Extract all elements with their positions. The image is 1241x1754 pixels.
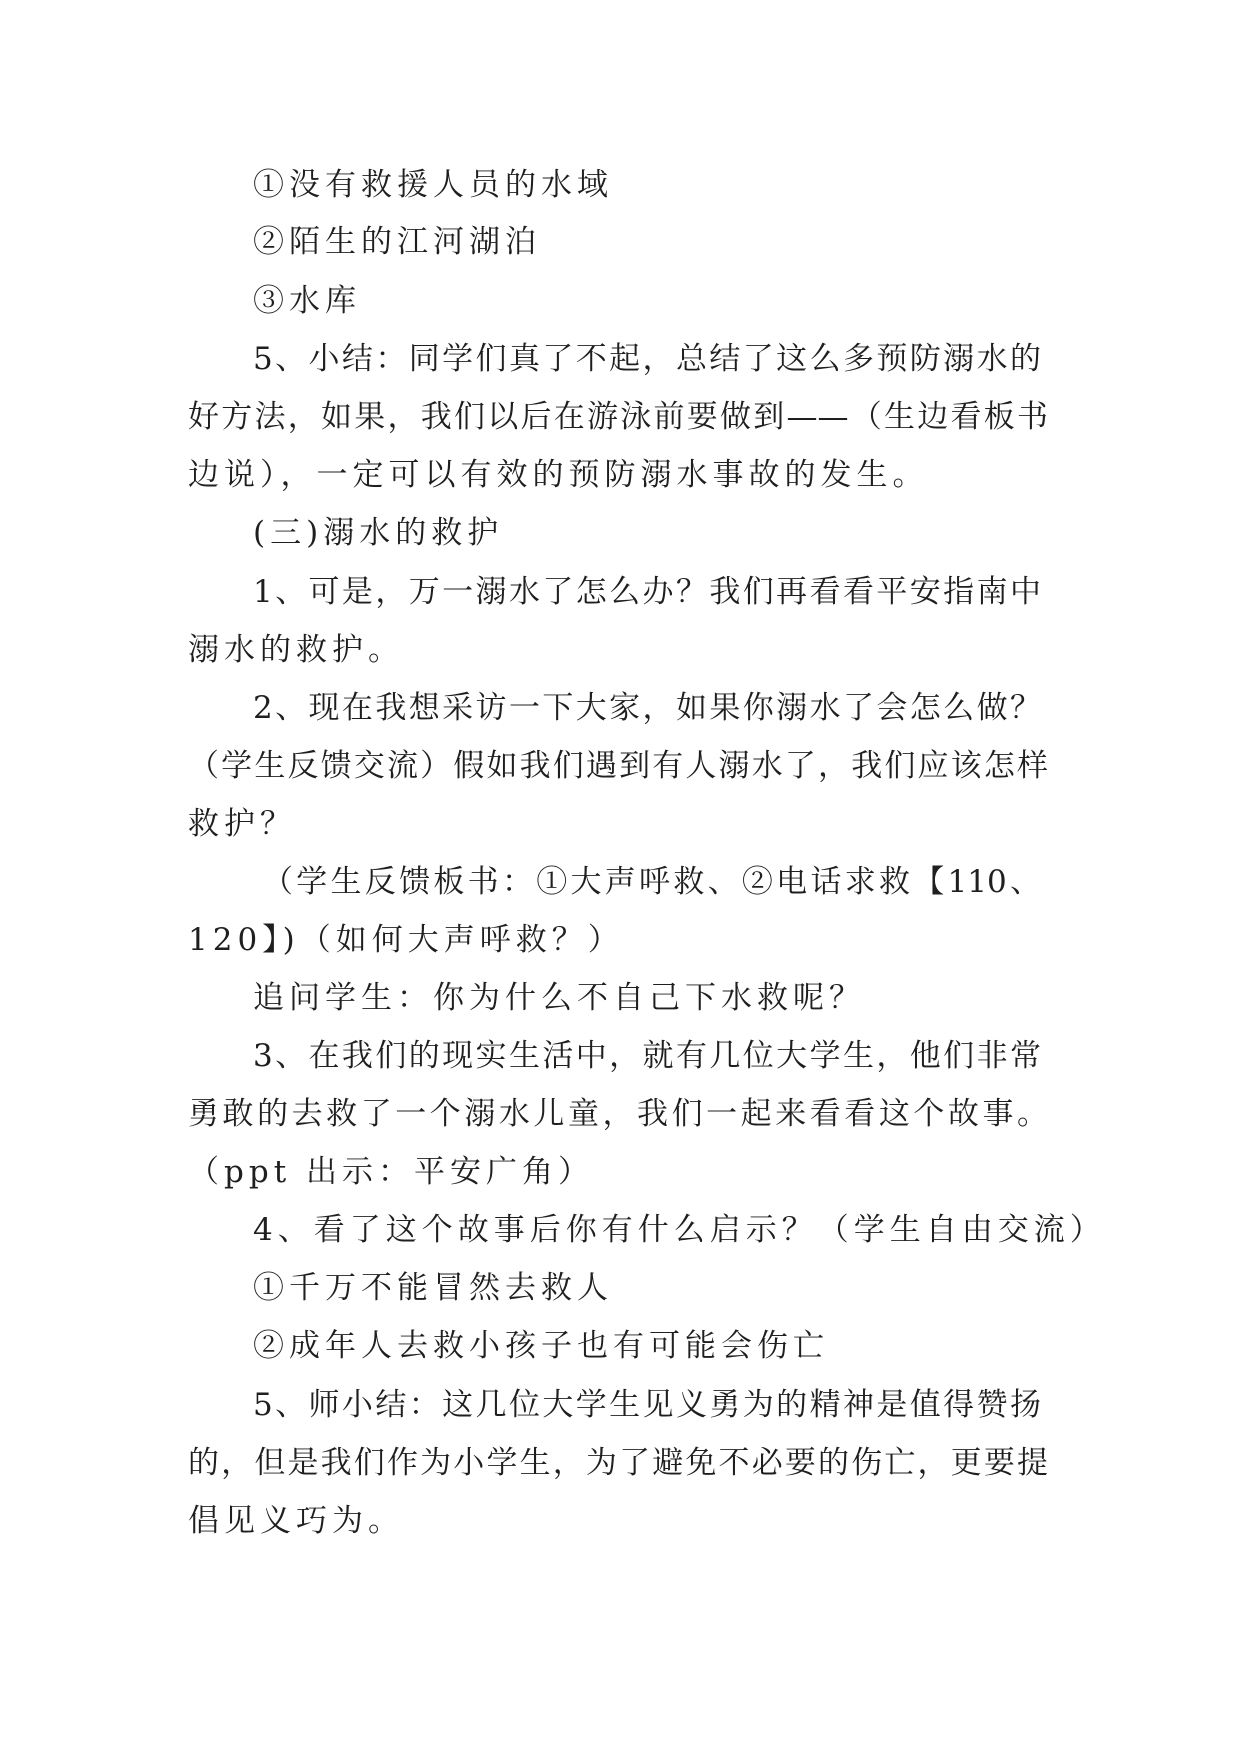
text-line: 勇敢的去救了一个溺水儿童，我们一起来看看这个故事。 (188, 1096, 1048, 1132)
text-line: ②陌生的江河湖泊 (253, 224, 541, 260)
text-line: 3、在我们的现实生活中，就有几位大学生，他们非常 (253, 1038, 1041, 1074)
text-line: 5、师小结：这几位大学生见义勇为的精神是值得赞扬 (253, 1387, 1041, 1423)
text-line: ①千万不能冒然去救人 (253, 1270, 613, 1306)
text-line: 好方法，如果，我们以后在游泳前要做到——（生边看板书 (188, 399, 1048, 435)
text-line: ①没有救援人员的水域 (253, 167, 613, 203)
section-heading: (三)溺水的救护 (253, 515, 504, 551)
text-line: （学生反馈交流）假如我们遇到有人溺水了，我们应该怎样 (188, 748, 1048, 784)
text-line: ③水库 (253, 283, 361, 319)
text-line: （ppt 出示：平安广角） (188, 1154, 594, 1190)
text-line: （学生反馈板书：①大声呼救、②电话求救【110、 (262, 864, 1041, 900)
text-line: 追问学生：你为什么不自己下水救呢？ (253, 980, 865, 1016)
text-line: 2、现在我想采访一下大家，如果你溺水了会怎么做？ (253, 690, 1041, 726)
text-line: 倡见义巧为。 (188, 1503, 404, 1539)
text-line: 救护？ (188, 806, 296, 842)
text-line: 5、小结：同学们真了不起，总结了这么多预防溺水的 (253, 341, 1041, 377)
text-line: 4、看了这个故事后你有什么启示？（学生自由交流） (253, 1212, 1106, 1248)
text-line: ②成年人去救小孩子也有可能会伤亡 (253, 1328, 829, 1364)
text-line: 的，但是我们作为小学生，为了避免不必要的伤亡，更要提 (188, 1445, 1048, 1481)
text-line: 溺水的救护。 (188, 632, 404, 668)
text-line: 1、可是，万一溺水了怎么办？我们再看看平安指南中 (253, 574, 1041, 610)
text-line: 边说），一定可以有效的预防溺水事故的发生。 (188, 457, 929, 493)
text-line: 120】)（如何大声呼救？） (188, 922, 624, 958)
